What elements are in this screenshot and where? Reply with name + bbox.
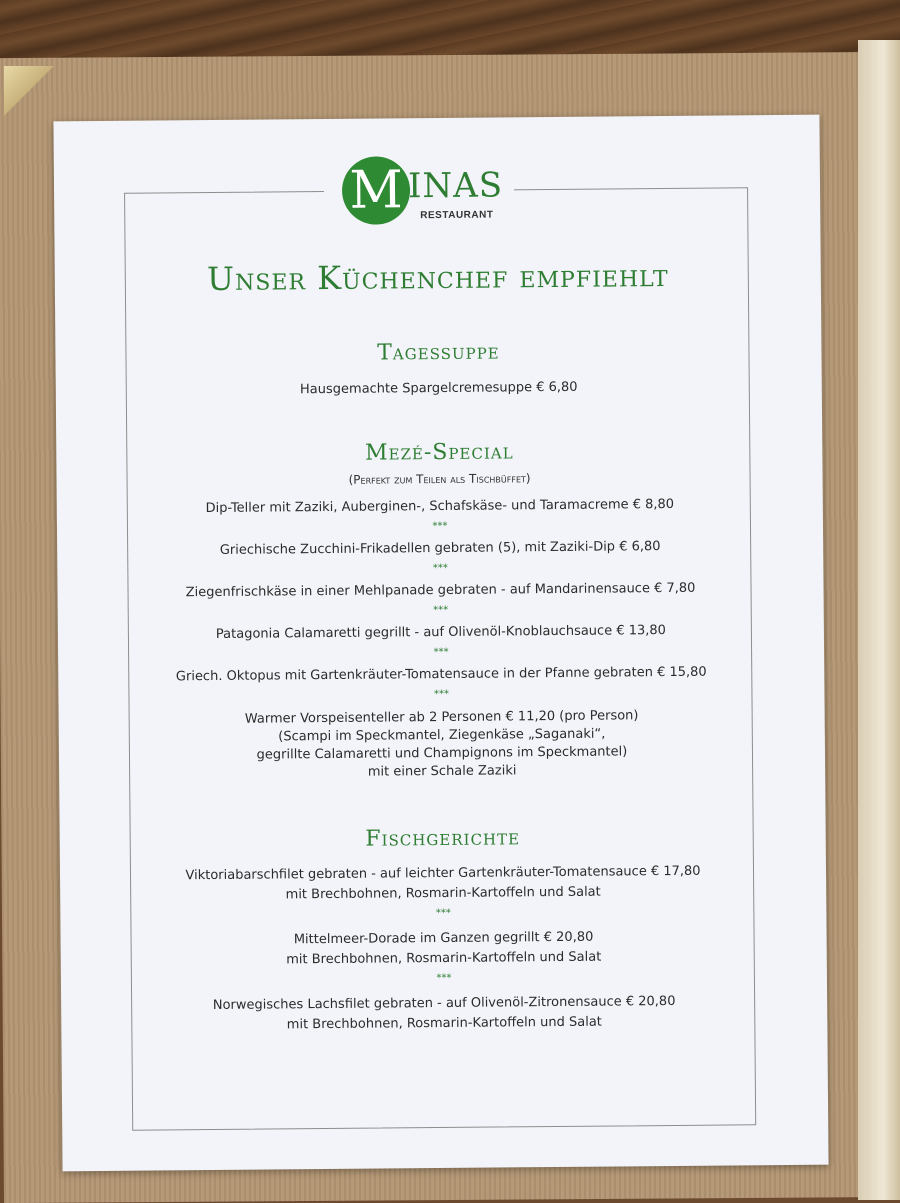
item-separator: *** (433, 604, 449, 617)
menu-item: Griechische Zucchini-Frikadellen gebraten (5), mit Zaziki-Dip € 6,80 (219, 539, 661, 558)
item-separator: *** (433, 688, 449, 701)
menu-item-platter-detail: gegrillte Calamaretti und Champignons im Speckmantel) (256, 744, 628, 763)
item-separator: *** (433, 646, 449, 659)
section-heading-fish: Fischgerichte (365, 825, 521, 852)
menu-folder-spine (858, 40, 900, 1200)
logo-name: INAS (407, 165, 504, 207)
menu-sheet (53, 115, 828, 1172)
item-separator: *** (432, 562, 448, 575)
menu-item: Mittelmeer-Dorade im Ganzen gegrillt € 20,80 (293, 929, 594, 948)
menu-item: Norwegisches Lachsfilet gebraten - auf Olivenöl-Zitronensauce € 20,80 (212, 993, 676, 1014)
menu-item-soup: Hausgemachte Spargelcremesuppe € 6,80 (299, 379, 578, 398)
section-heading-soup: Tagessuppe (377, 339, 500, 366)
menu-item-platter-detail: mit einer Schale Zaziki (367, 763, 517, 780)
menu-item: Viktoriabarschfilet gebraten - auf leichter Gartenkräuter-Tomatensauce € 17,80 (185, 863, 701, 884)
menu-item-side: mit Brechbohnen, Rosmarin-Kartoffeln und Salat (286, 949, 602, 968)
menu-title: Unser Küchenchef empfiehlt (206, 256, 669, 299)
item-separator: *** (432, 520, 448, 533)
menu-item-platter-detail: (Scampi im Speckmantel, Ziegenkäse „Saganaki“, (278, 726, 606, 745)
menu-item: Dip-Teller mit Zaziki, Auberginen-, Schafskäse- und Taramacreme € 8,80 (205, 496, 675, 517)
menu-item: Griech. Oktopus mit Gartenkräuter-Tomatensauce in der Pfanne gebraten € 15,80 (175, 664, 707, 685)
restaurant-logo (324, 155, 515, 229)
menu-item-side: mit Brechbohnen, Rosmarin-Kartoffeln und Salat (285, 884, 601, 903)
section-note-meze: (Perfekt zum Teilen als Tischbüffet) (348, 471, 531, 487)
section-heading-meze: Mezé-Special (364, 439, 514, 466)
menu-item-side: mit Brechbohnen, Rosmarin-Kartoffeln und Salat (286, 1014, 602, 1033)
logo-subtitle: RESTAURANT (420, 209, 494, 222)
menu-item-platter: Warmer Vorspeisenteller ab 2 Personen € 11,20 (pro Person) (244, 708, 639, 727)
menu-item: Ziegenfrischkäse in einer Mehlpanade gebraten - auf Mandarinensauce € 7,80 (185, 580, 696, 601)
logo-initial: M (349, 160, 403, 221)
item-separator: *** (436, 972, 452, 985)
menu-item: Patagonia Calamaretti gegrillt - auf Olivenöl-Knoblauchsauce € 13,80 (215, 623, 666, 642)
item-separator: *** (435, 907, 451, 920)
